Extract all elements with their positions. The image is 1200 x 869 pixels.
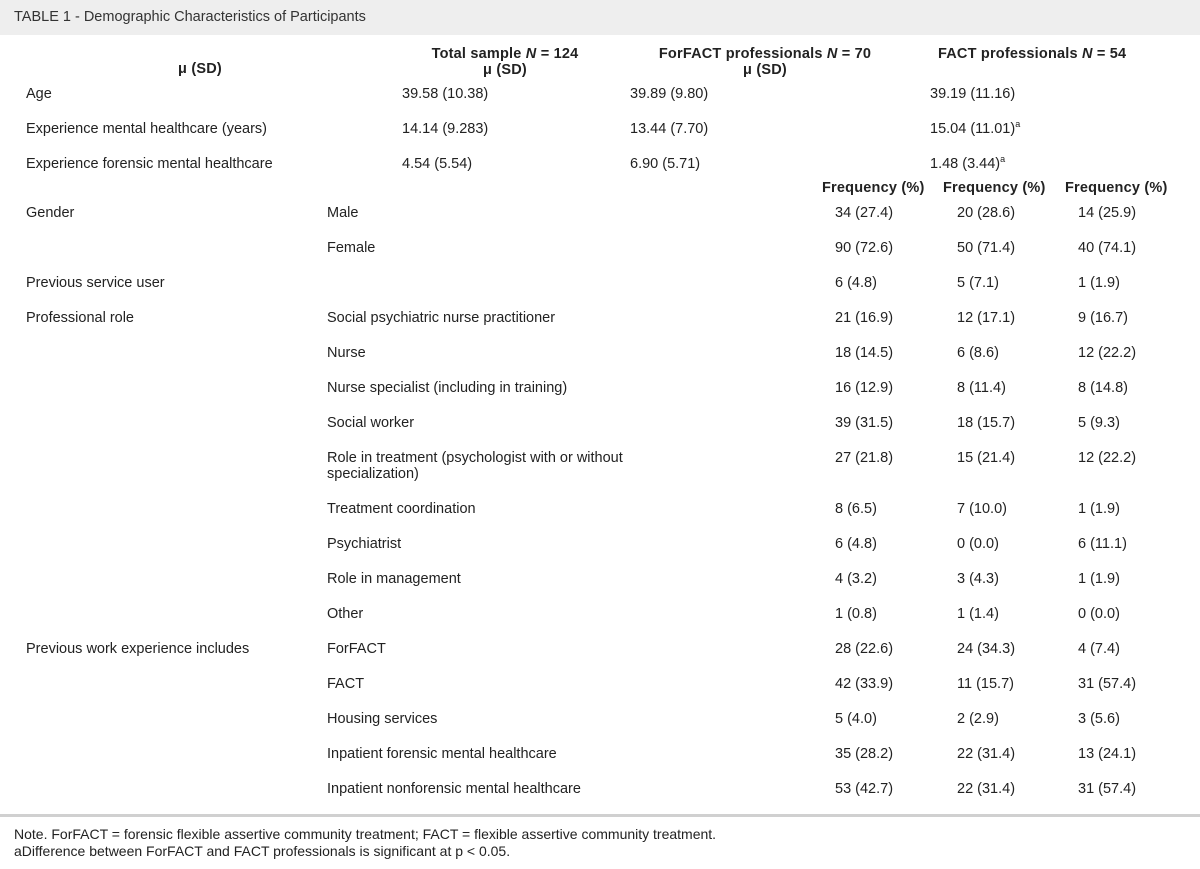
row-label: Experience forensic mental healthcare	[26, 156, 273, 172]
cell-fact: 4 (7.4)	[1078, 641, 1120, 657]
header-fact-n-symbol: N	[1082, 46, 1093, 62]
category-label: Previous service user	[26, 275, 165, 291]
subcategory-label: FACT	[327, 676, 365, 692]
category-label: Professional role	[26, 310, 134, 326]
row-label: Age	[26, 86, 52, 102]
note-significance: aDifference between ForFACT and FACT professionals is significant at p < 0.05.	[14, 843, 511, 859]
cell-forfact: 20 (28.6)	[957, 205, 1016, 221]
cell-total: 4.54 (5.54)	[402, 156, 473, 172]
header-forfact-n-value: = 70	[837, 46, 872, 62]
cell-total: 5 (4.0)	[835, 711, 877, 727]
table-bottom-rule	[0, 814, 1200, 817]
cell-forfact: 2 (2.9)	[957, 711, 999, 727]
cell-forfact: 24 (34.3)	[957, 641, 1016, 657]
cell-total: 27 (21.8)	[835, 450, 894, 466]
cell-total: 8 (6.5)	[835, 501, 877, 517]
header-total-n-value: = 124	[536, 46, 579, 62]
cell-total: 53 (42.7)	[835, 781, 894, 797]
cell-fact: 31 (57.4)	[1078, 676, 1137, 692]
subcategory-label: Male	[327, 205, 359, 221]
cell-total: 14.14 (9.283)	[402, 121, 489, 137]
category-label: Gender	[26, 205, 75, 221]
cell-total: 21 (16.9)	[835, 310, 894, 326]
subcategory-label: Female	[327, 240, 376, 256]
cell-forfact: 15 (21.4)	[957, 450, 1016, 466]
cell-fact-footnote-marker: a	[1000, 154, 1006, 165]
header-fact-professionals	[938, 46, 1126, 62]
table-notes	[0, 818, 1200, 869]
cell-fact: 8 (14.8)	[1078, 380, 1128, 396]
cell-total: 39.58 (10.38)	[402, 86, 489, 102]
cell-forfact: 3 (4.3)	[957, 571, 999, 587]
cell-forfact: 12 (17.1)	[957, 310, 1016, 326]
subcategory-label: Inpatient forensic mental healthcare	[327, 746, 557, 762]
cell-total: 39 (31.5)	[835, 415, 894, 431]
cell-forfact: 6 (8.6)	[957, 345, 999, 361]
cell-forfact: 13.44 (7.70)	[630, 121, 709, 137]
subcategory-label: Other	[327, 606, 364, 622]
subcategory-label: Nurse specialist (including in training)	[327, 380, 568, 396]
cell-fact: 3 (5.6)	[1078, 711, 1120, 727]
subcategory-label: Role in management	[327, 571, 461, 587]
subcategory-label: Housing services	[327, 711, 438, 727]
cell-fact-value: 39.19 (11.16)	[930, 86, 1016, 102]
cell-fact: 13 (24.1)	[1078, 746, 1137, 762]
cell-fact: 12 (22.2)	[1078, 345, 1137, 361]
subcategory-label: Nurse	[327, 345, 366, 361]
cell-fact: 1 (1.9)	[1078, 501, 1120, 517]
cell-total: 42 (33.9)	[835, 676, 894, 692]
cell-forfact: 5 (7.1)	[957, 275, 999, 291]
cell-fact: 1 (1.9)	[1078, 275, 1120, 291]
cell-fact: 9 (16.7)	[1078, 310, 1128, 326]
cell-forfact: 0 (0.0)	[957, 536, 999, 552]
cell-total: 35 (28.2)	[835, 746, 894, 762]
cell-fact: 14 (25.9)	[1078, 205, 1137, 221]
subcategory-label: Inpatient nonforensic mental healthcare	[327, 781, 581, 797]
freq-header-fact: Frequency (%)	[1065, 180, 1168, 196]
table-caption: TABLE 1 - Demographic Characteristics of Participants	[0, 0, 1200, 35]
cell-total: 16 (12.9)	[835, 380, 894, 396]
cell-total: 6 (4.8)	[835, 275, 877, 291]
header-forfact-professionals	[620, 46, 910, 62]
cell-fact	[930, 121, 1020, 137]
subcategory-label: Social psychiatric nurse practitioner	[327, 310, 556, 326]
cell-fact: 31 (57.4)	[1078, 781, 1137, 797]
subcategory-label: Psychiatrist	[327, 536, 402, 552]
cell-fact-value: 15.04 (11.01)	[930, 121, 1016, 137]
cell-forfact: 8 (11.4)	[957, 380, 1006, 396]
header-total-sample	[390, 46, 620, 62]
cell-forfact: 22 (31.4)	[957, 781, 1016, 797]
cell-fact-footnote-marker: a	[1015, 119, 1021, 130]
cell-forfact: 18 (15.7)	[957, 415, 1016, 431]
header-stub: μ (SD)	[178, 61, 222, 77]
cell-forfact: 6.90 (5.71)	[630, 156, 701, 172]
header-total-subheading: μ (SD)	[483, 62, 527, 78]
cell-total: 28 (22.6)	[835, 641, 894, 657]
subcategory-label-continued: specialization)	[327, 466, 419, 482]
cell-forfact: 22 (31.4)	[957, 746, 1016, 762]
header-total-label: Total sample	[431, 46, 526, 62]
cell-forfact: 1 (1.4)	[957, 606, 999, 622]
header-forfact-subheading: μ (SD)	[743, 62, 787, 78]
cell-total: 1 (0.8)	[835, 606, 877, 622]
header-fact-n-value: = 54	[1092, 46, 1127, 62]
subcategory-label: Role in treatment (psychologist with or without	[327, 450, 623, 466]
freq-header-forfact: Frequency (%)	[943, 180, 1046, 196]
header-total-n-symbol: N	[525, 46, 537, 62]
cell-fact: 0 (0.0)	[1078, 606, 1120, 622]
cell-forfact: 11 (15.7)	[957, 676, 1014, 692]
cell-fact: 40 (74.1)	[1078, 240, 1137, 256]
header-fact-label: FACT professionals	[938, 46, 1082, 62]
cell-fact: 5 (9.3)	[1078, 415, 1120, 431]
cell-total: 18 (14.5)	[835, 345, 894, 361]
cell-total: 34 (27.4)	[835, 205, 894, 221]
row-label: Experience mental healthcare (years)	[26, 121, 267, 137]
note-abbreviations: Note. ForFACT = forensic flexible assertive community treatment; FACT = flexible assertive community treatment.	[14, 826, 717, 842]
cell-total: 4 (3.2)	[835, 571, 877, 587]
cell-forfact: 50 (71.4)	[957, 240, 1016, 256]
category-label: Previous work experience includes	[26, 641, 250, 657]
cell-forfact: 39.89 (9.80)	[630, 86, 709, 102]
header-forfact-n-symbol: N	[826, 46, 838, 62]
cell-total: 6 (4.8)	[835, 536, 877, 552]
cell-fact-value: 1.48 (3.44)	[930, 156, 1001, 172]
cell-forfact: 7 (10.0)	[957, 501, 1007, 517]
subcategory-label: ForFACT	[327, 641, 386, 657]
cell-total: 90 (72.6)	[835, 240, 894, 256]
cell-fact: 1 (1.9)	[1078, 571, 1120, 587]
cell-fact	[930, 156, 1005, 172]
freq-header-total: Frequency (%)	[822, 180, 925, 196]
cell-fact: 6 (11.1)	[1078, 536, 1127, 552]
cell-fact: 12 (22.2)	[1078, 450, 1137, 466]
subcategory-label: Treatment coordination	[327, 501, 476, 517]
cell-fact	[930, 86, 1015, 102]
header-forfact-label: ForFACT professionals	[658, 46, 827, 62]
subcategory-label: Social worker	[327, 415, 415, 431]
